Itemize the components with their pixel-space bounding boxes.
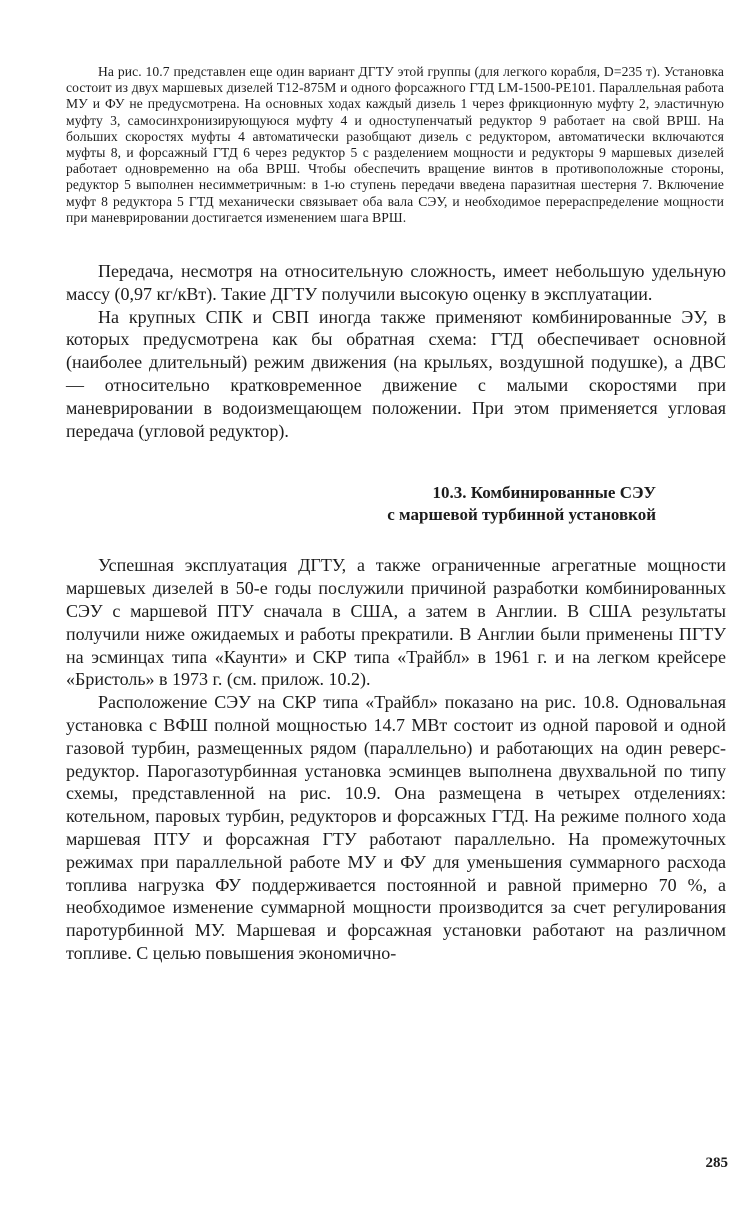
section-heading-line: с маршевой турбинной установкой xyxy=(387,505,656,525)
page-body xyxy=(66,64,726,965)
body-paragraph: Успешная эксплуатация ДГТУ, а также ограниченные агрегатные мощности маршевых дизелей в 50-е годы послужили причиной разработки комбинированных СЭУ с маршевой ПТУ сначала в США, а затем в Англии. В США результаты получили ниже ожидаемых и работы прекратили. В Англии были применены ПГТУ на эсминцах типа «Каунти» и СКР типа «Трайбл» в 1961 г. и на легком крейсере «Бристоль» в 1973 г. (см. прилож. 10.2). xyxy=(66,555,726,690)
body-paragraph: На крупных СПК и СВП иногда также применяют комбинированные ЭУ, в которых предусмотрена как бы обратная схема: ГТД обеспечивает основной (наиболее длительный) режим движения (на крыльях, воздушной подушке), а ДВС — относительно кратковременное движение с малыми скоростями при маневрировании в водоизмещающем положении. При этом применяется угловая передача (угловой редуктор). xyxy=(66,306,726,441)
page-number: 285 xyxy=(705,1155,728,1171)
body-paragraph: Расположение СЭУ на СКР типа «Трайбл» показано на рис. 10.8. Одновальная установка с ВФШ полной мощностью 14.7 МВт состоит из одной паровой и одной газовой турбин, размещенных рядом (параллельно) и работающих на один реверс-редуктор. Парогазотурбинная установка эсминцев выполнена двухвальной по типу схемы, представленной на рис. 10.9. Она размещена в четырех отделениях: котельном, паровых турбин, редукторов и форсажных ГТД. На режиме полного хода маршевая ПТУ и форсажная ГТУ работают параллельно. На промежуточных режимах при параллельной работе МУ и ФУ для уменьшения суммарного расхода топлива нагрузка ФУ поддерживается постоянной и равной примерно 70 %, а необходимое изменение суммарной мощности производится за счет регулирования паротурбинной МУ. Маршевая и форсажная установки работают на различном топливе. С целью повышения экономично- xyxy=(66,692,726,963)
body-paragraph: Передача, несмотря на относительную сложность, имеет небольшую удельную массу (0,97 кг/кВт). Такие ДГТУ получили высокую оценку в эксплуатации. xyxy=(66,261,726,304)
small-print-paragraph: На рис. 10.7 представлен еще один вариант ДГТУ этой группы (для легкого корабля, D=235 т). Установка состоит из двух маршевых дизелей Т12-875М и одного форсажного ГТД LM-1500-PE101. Параллельная работа МУ и ФУ не предусмотрена. На основных ходах каждый дизель 1 через фрикционную муфту 2, эластичную муфту 3, самосинхронизирующуюся муфту 4 и одноступенчатый редуктор 9 работает на свой ВРШ. На больших скоростях муфты 4 автоматически разобщают дизель с редуктором, автоматически включаются муфты 8, и форсажный ГТД 6 через редуктор 5 с разделением мощности и редукторы 9 маршевых дизелей работает одновременно на оба ВРШ. Чтобы обеспечить вращение винтов в противоположные стороны, редуктор 5 выполнен несимметричным: в 1-ю ступень передачи введена паразитная шестерня 7. Включение муфт 8 редуктора 5 ГТД механически связывает оба вала СЭУ, и необходимое перераспределение мощности при маневрировании достигается изменением шага ВРШ. xyxy=(66,64,724,225)
section-heading-line: 10.3. Комбинированные СЭУ xyxy=(432,483,656,503)
section-heading xyxy=(66,482,726,526)
